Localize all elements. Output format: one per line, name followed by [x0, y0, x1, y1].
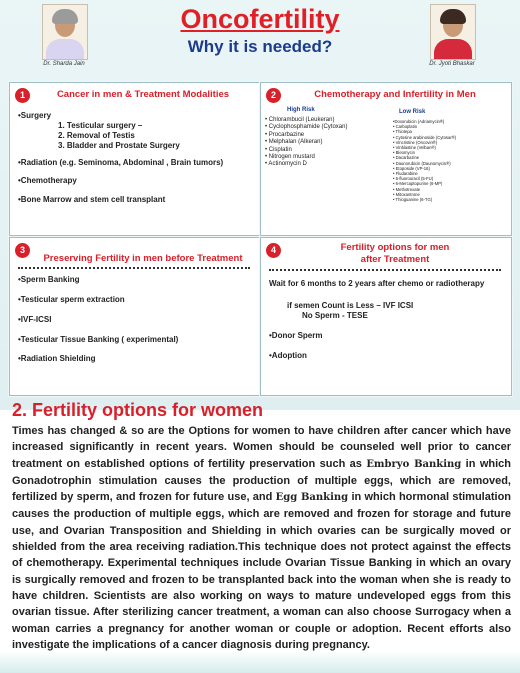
panel-number-badge: 4 — [266, 243, 281, 258]
low-risk-item: • Methotrexate — [393, 186, 421, 192]
low-risk-item: • 5-fluorouracil (5-FU) — [393, 176, 434, 182]
wait-text: Wait for 6 months to 2 years after chemo or radiotherapy — [269, 279, 485, 288]
low-risk-item: • Fludarabine — [393, 171, 418, 176]
paragraph-text: in which hormonal stimulation causes the production of multiple eggs, which are removed and frozen for storage and future use, and Ovarian Transposition and Shielding in which ovaries can be surgically moved or shielded from the area receiving radiation.This technique does not protect against the effects of chemotherapy. Experimental techniques include Ovarian Tissue Banking in which an ovary is surgically removed and frozen to be transplanted back into the woman when she is ready to have children. Scientists are also working on ways to mature undeveloped eggs from this ovarian tissue. After sterilizing cancer treatment, a woman can also choose Surrogacy when a woman carries a pregnancy for another woman or couple or adoption. Recent efforts also investigate the implications of a cancer diagnosis during pregnancy. — [12, 491, 512, 651]
paragraph-text: Times has changed & so are the Options for women to have children after cancer which have increased significantly in recent years. Women should be counseled well prior to cancer treatment on established options of fertility preservation such as — [12, 425, 511, 470]
semen-text: No Sperm - TESE — [302, 311, 368, 320]
low-risk-item: • Daunorubicin (Daunomycin®) — [393, 160, 451, 166]
low-risk-item: • Vinblastine (Velban®) — [393, 145, 436, 150]
portrait-coat — [434, 39, 472, 60]
egg-banking-term: Egg Banking — [275, 492, 349, 504]
doctor-portrait-right — [430, 4, 476, 60]
low-risk-item: •Doxorubicin (Adriamycin®) — [393, 119, 445, 124]
section-heading: 2. Fertility options for women — [12, 400, 264, 420]
embryo-banking-term: Embryo Banking — [366, 458, 462, 470]
low-risk-item: • Thiotepa — [393, 129, 412, 135]
panel-number-badge: 3 — [15, 243, 30, 258]
high-risk-item: • Cisplatin — [265, 146, 292, 153]
list-item: •Radiation (e.g. Seminoma, Abdominal , Brain tumors) — [18, 158, 224, 167]
panel-number-badge: 2 — [266, 88, 281, 103]
high-risk-item: • Chlorambucil (Leukeran) — [265, 117, 335, 123]
list-item: •Surgery — [18, 111, 52, 120]
panel-chemotherapy — [260, 82, 512, 236]
list-item: •Adoption — [269, 351, 307, 360]
panel-preserving-fertility — [9, 237, 260, 396]
low-risk-item: • Vincristine (Oncovin®) — [393, 139, 438, 145]
low-risk-item: • Mitoxantrone — [393, 191, 420, 197]
high-risk-item: • Procarbazine — [265, 131, 305, 138]
high-risk-item: • Nitrogen mustard — [265, 154, 315, 160]
low-risk-item: • Etoposide (VP-16) — [393, 165, 430, 171]
list-item: 2. Removal of Testis — [58, 131, 135, 140]
list-item: •Donor Sperm — [269, 331, 323, 340]
list-item: •IVF-ICSI — [18, 315, 52, 324]
low-risk-item: • 6-Mercaptopurine (6-MP) — [393, 181, 443, 187]
low-risk-label: Low Risk — [399, 109, 426, 115]
panel-title: Chemotherapy and Infertility in Men — [314, 89, 476, 100]
list-item: •Radiation Shielding — [18, 354, 96, 363]
low-risk-item: • Thioguanine (6-TG) — [393, 197, 433, 202]
panel-title-line2: after Treatment — [360, 254, 430, 265]
dotted-divider — [18, 267, 250, 269]
panel-options-after-treatment — [260, 237, 512, 396]
low-risk-item: • Dacarbazine — [393, 155, 420, 161]
footer-band — [0, 651, 520, 673]
low-risk-item: • Bleomycin — [393, 150, 415, 156]
page-subtitle: Why it is needed? — [187, 37, 333, 56]
panel-number-badge: 1 — [15, 88, 30, 103]
list-item: •Testicular sperm extraction — [18, 295, 125, 304]
high-risk-item: • Melphalan (Alkeran) — [265, 139, 323, 146]
semen-text: if semen Count is Less – IVF ICSI — [287, 301, 414, 310]
high-risk-label: High Risk — [287, 107, 315, 113]
portrait-caption-right: Dr. Jyoti Bhaskar — [429, 61, 475, 67]
portrait-hair — [440, 9, 466, 24]
paragraph-text: in which Gonadotrophin stimulation causes the production of multiple eggs, which are removed, fertilized by sperm, and frozen for future use, and — [12, 457, 511, 504]
list-item: •Sperm Banking — [18, 275, 80, 284]
list-item: •Chemotherapy — [18, 176, 77, 185]
low-risk-item: • Cytosine arabinoside (Cytosar®) — [393, 134, 457, 140]
list-item: 3. Bladder and Prostate Surgery — [58, 141, 180, 150]
list-item: •Testicular Tissue Banking ( experimental) — [18, 335, 179, 344]
body-paragraph — [12, 423, 511, 653]
list-item: 1. Testicular surgery – — [58, 121, 143, 130]
panel-title: Cancer in men & Treatment Modalities — [56, 89, 230, 100]
high-risk-item: • Actinomycin D — [265, 161, 307, 168]
panel-title-line1: Fertility options for men — [340, 242, 450, 253]
low-risk-item: • Carboplatin — [393, 124, 418, 130]
panel-title: Preserving Fertility in men before Treatment — [43, 253, 243, 264]
list-item: •Bone Marrow and stem cell transplant — [18, 195, 166, 204]
dotted-divider — [269, 269, 501, 271]
page-title: Oncofertility — [180, 4, 340, 34]
high-risk-item: • Cyclophosphamide (Cytoxan) — [265, 124, 348, 131]
portrait-caption-left: Dr. Sharda Jain — [43, 61, 85, 67]
panel-cancer-treatment — [9, 82, 260, 236]
header — [0, 0, 520, 78]
